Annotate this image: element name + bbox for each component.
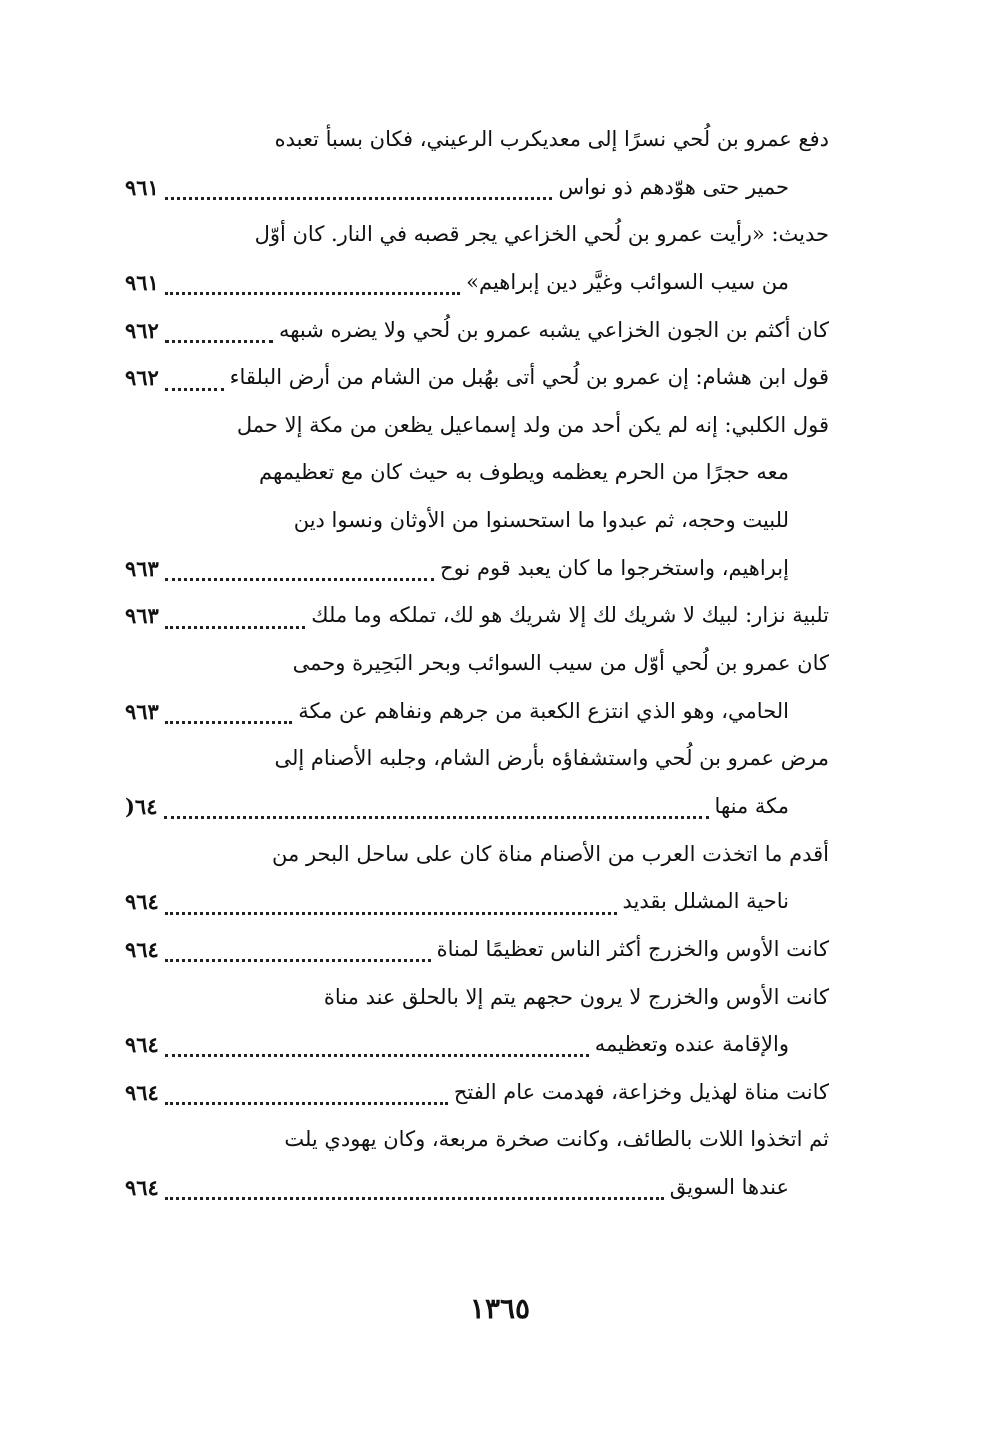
index-line [125,1021,829,1069]
index-line [125,878,829,926]
index-entry-text: للبيت وحجه، ثم عبدوا ما استحسنوا من الأوثان ونسوا دين [293,508,789,533]
index-entry-text: ناحية المشلل بقديد [622,889,789,914]
index-entry-text: كانت الأوس والخزرج لا يرون حجهم يتم إلا بالحلق عند مناة [323,984,829,1009]
index-page-ref: ٩٦١ [125,174,159,200]
index-line [125,735,829,783]
dot-leader [165,1092,448,1105]
index-entry-text: مرض عمرو بن لُحي واستشفاؤه بأرض الشام، وجلبه الأصنام إلى [274,746,829,771]
index-page-ref: ٩٦٤ [125,889,159,915]
index-entry-text: كان عمرو بن لُحي أوّل من سيب السوائب وبحر البَحِيرة وحمى [292,651,829,676]
dot-leader [165,711,292,724]
index-line [125,1164,829,1212]
index-entry-text: دفع عمرو بن لُحي نسرًا إلى معديكرب الرعيني، فكان بسبأ تعبده [274,127,829,151]
index-entry-text: تلبية نزار: لبيك لا شريك لك إلا شريك هو لك، تملكه وما ملك [311,603,829,628]
index-entries [125,116,829,1212]
index-entry-text: معه حجرًا من الحرم يعظمه ويطوف به حيث كان مع تعظيمهم [258,460,789,485]
index-entry-text: والإقامة عنده وتعظيمه [594,1032,789,1057]
index-entry-text: كانت الأوس والخزرج أكثر الناس تعظيمًا لمناة [436,936,829,961]
dot-leader [165,187,553,200]
dot-leader [165,902,617,915]
index-line [125,592,829,640]
index-entry-text: كان أكثم بن الجون الخزاعي يشبه عمرو بن لُحي ولا يضره شبهه [278,317,829,342]
dot-leader [165,949,431,962]
index-entry-text: حمير حتى هوّدهم ذو نواس [558,174,789,199]
index-line [125,354,829,402]
index-line [125,497,829,545]
index-entry-text: ثم اتخذوا اللات بالطائف، وكانت صخرة مربعة، وكان يهودي يلت [284,1127,829,1152]
index-line [125,116,829,164]
index-line [125,164,829,212]
dot-leader [165,1044,589,1057]
index-line [125,974,829,1022]
index-line [125,211,829,259]
index-line [125,640,829,688]
page-number: ١٣٦٥ [469,1292,531,1325]
index-page-ref: ٩٦١ [125,269,159,295]
index-line [125,688,829,736]
index-page-ref: ٩٦٢ [125,365,159,391]
index-entry-text: إبراهيم، واستخرجوا ما كان يعبد قوم نوح [440,555,789,580]
index-line [125,307,829,355]
index-entry-text: قول ابن هشام: إن عمرو بن لُحي أتى بهُبل من الشام من أرض البلقاء [229,365,829,390]
index-page-ref: )٦٤ [125,793,158,819]
index-page-ref: ٩٦٤ [125,1032,159,1058]
index-entry-text: الحامي، وهو الذي انتزع الكعبة من جرهم ونفاهم عن مكة [298,698,789,723]
dot-leader [165,616,305,629]
dot-leader [165,378,224,391]
index-page-ref: ٩٦٤ [125,1175,159,1201]
index-line [125,783,829,831]
index-page-ref: ٩٦٤ [125,1079,159,1105]
dot-leader [165,330,273,343]
index-page-ref: ٩٦٣ [125,555,159,581]
index-line [125,1116,829,1164]
index-entry-text: قول الكلبي: إنه لم يكن أحد من ولد إسماعيل يظعن من مكة إلا حمل [236,412,829,437]
index-line [125,831,829,879]
index-line [125,449,829,497]
index-entry-text: من سيب السوائب وغيَّر دين إبراهيم» [466,269,789,294]
index-entry-text: عندها السويق [669,1175,789,1200]
dot-leader [165,282,460,295]
index-entry-text: مكة منها [714,793,789,818]
index-entry-text: حديث: «رأيت عمرو بن لُحي الخزاعي يجر قصبه في النار. كان أوّل [254,222,829,247]
index-page-ref: ٩٦٣ [125,603,159,629]
index-line [125,259,829,307]
index-line [125,545,829,593]
index-entry-text: كانت مناة لهذيل وخزاعة، فهدمت عام الفتح [453,1079,829,1104]
dot-leader [165,1187,664,1200]
dot-leader [164,806,709,819]
index-line [125,1069,829,1117]
index-page-ref: ٩٦٤ [125,936,159,962]
dot-leader [165,568,434,581]
index-line [125,402,829,450]
index-page-ref: ٩٦٢ [125,317,159,343]
index-entry-text: أقدم ما اتخذت العرب من الأصنام مناة كان على ساحل البحر من [272,841,829,866]
index-page-ref: ٩٦٣ [125,698,159,724]
index-line [125,926,829,974]
